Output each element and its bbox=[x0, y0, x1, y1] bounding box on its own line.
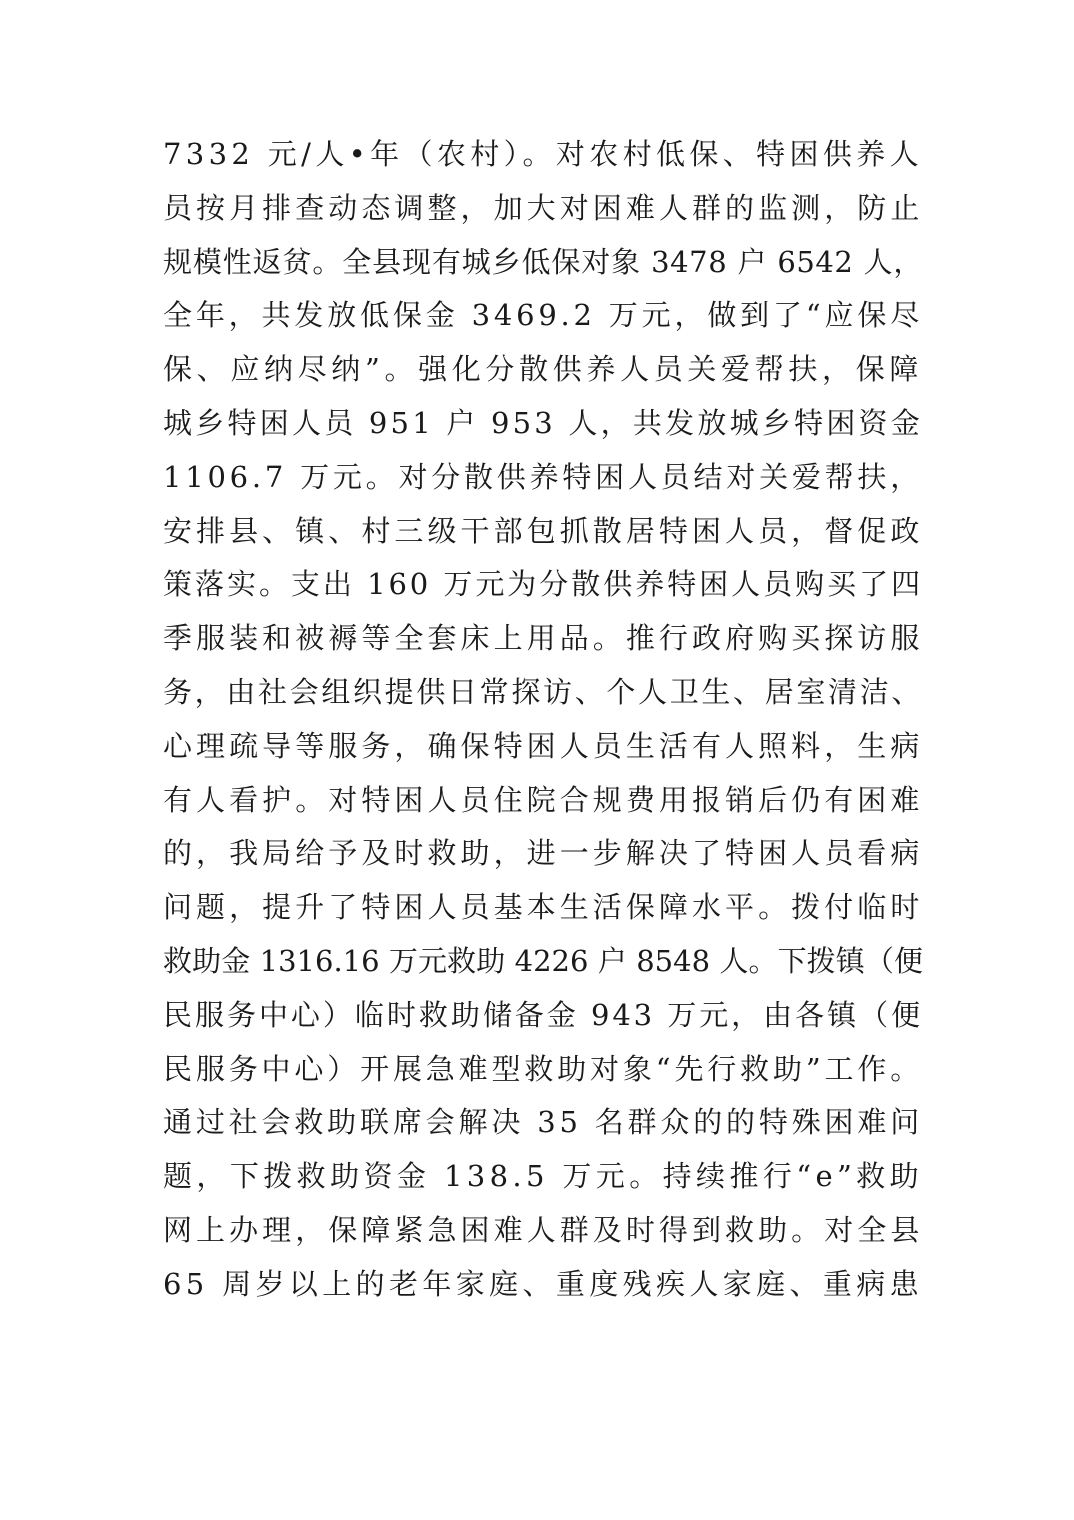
text-line: 城乡特困人员 951 户 953 人，共发放城乡特困资金 bbox=[163, 405, 923, 440]
text-line: 心理疏导等服务，确保特困人员生活有人照料，生病 bbox=[163, 728, 924, 763]
text-line: 全年，共发放低保金 3469.2 万元，做到了“应保尽 bbox=[163, 298, 923, 333]
text-line: 民服务中心）开展急难型救助对象“先行救助”工作。 bbox=[163, 1051, 923, 1086]
text-line: 网上办理，保障紧急困难人群及时得到救助。对全县 bbox=[163, 1212, 924, 1247]
text-line: 务，由社会组织提供日常探访、个人卫生、居室清洁、 bbox=[163, 674, 923, 709]
text-line: 规模性返贫。全县现有城乡低保对象 3478 户 6542 人， bbox=[163, 244, 923, 279]
text-line: 7332 元/人•年（农村）。对农村低保、特困供养人 bbox=[163, 137, 923, 171]
text-line: 有人看护。对特困人员住院合规费用报销后仍有困难 bbox=[163, 782, 924, 817]
text-line: 问题，提升了特困人员基本生活保障水平。拨付临时 bbox=[163, 890, 924, 925]
text-line: 救助金 1316.16 万元救助 4226 户 8548 人。下拨镇（便 bbox=[163, 943, 923, 978]
text-line: 策落实。支出 160 万元为分散供养特困人员购买了四 bbox=[163, 567, 923, 602]
text-line: 保、应纳尽纳”。强化分散供养人员关爱帮扶，保障 bbox=[163, 352, 923, 387]
text-line: 员按月排查动态调整，加大对困难人群的监测，防止 bbox=[163, 190, 924, 225]
text-line: 的，我局给予及时救助，进一步解决了特困人员看病 bbox=[163, 836, 924, 871]
text-line: 民服务中心）临时救助储备金 943 万元，由各镇（便 bbox=[163, 997, 923, 1032]
text-line: 题，下拨救助资金 138.5 万元。持续推行“e”救助 bbox=[163, 1159, 923, 1194]
text-line: 65 周岁以上的老年家庭、重度残疾人家庭、重病患 bbox=[163, 1266, 923, 1301]
text-line: 通过社会救助联席会解决 35 名群众的的特殊困难问 bbox=[163, 1105, 923, 1140]
text-line: 1106.7 万元。对分散供养特困人员结对关爱帮扶， bbox=[163, 459, 923, 494]
body-paragraph bbox=[163, 128, 923, 1312]
text-line: 季服装和被褥等全套床上用品。推行政府购买探访服 bbox=[163, 621, 924, 656]
text-line: 安排县、镇、村三级干部包抓散居特困人员，督促政 bbox=[163, 513, 924, 548]
